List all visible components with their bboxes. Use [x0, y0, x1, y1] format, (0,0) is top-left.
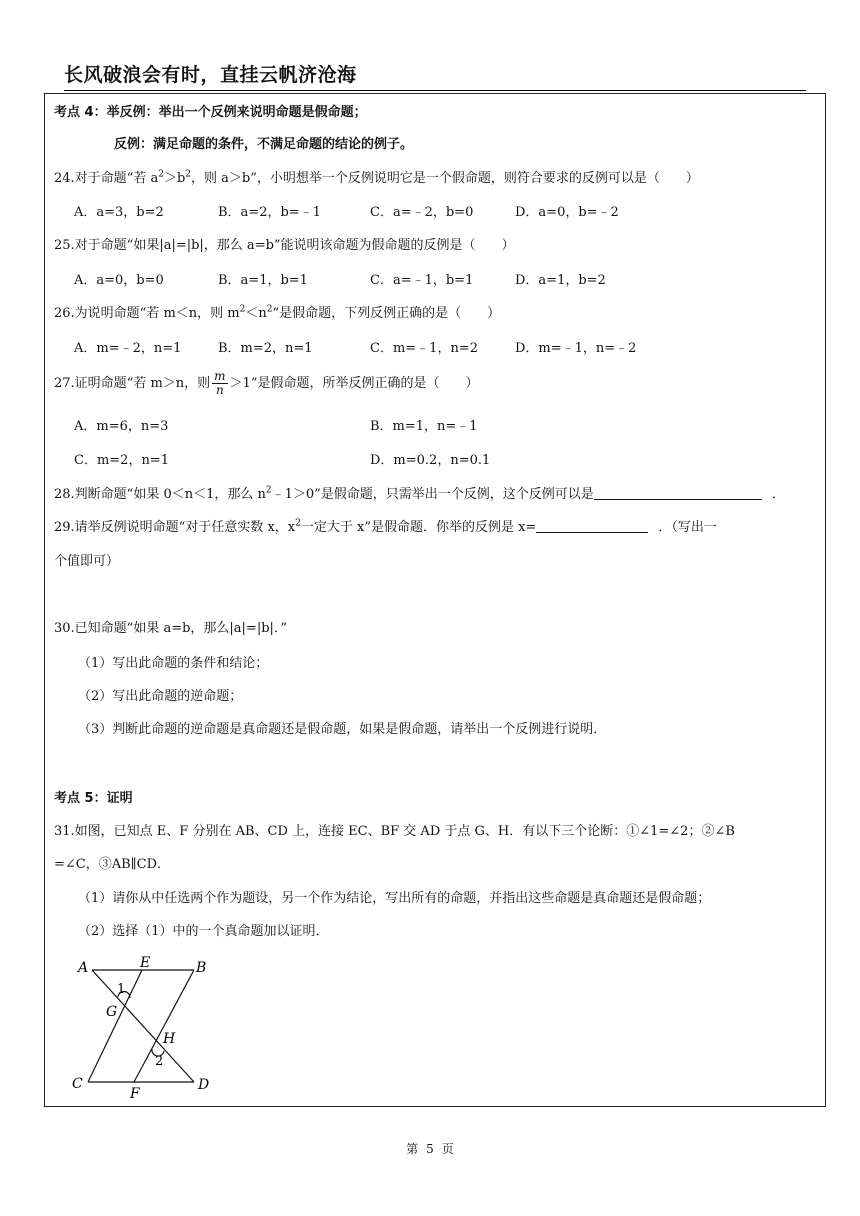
q26-option-b: B．m=2，n=1	[218, 341, 313, 356]
label-b: B	[196, 960, 207, 976]
q27-option-a: A．m=6，n=3	[74, 419, 169, 434]
q28-answer-blank[interactable]	[594, 485, 762, 500]
q30-part-3: （3）判断此命题的逆命题是真命题还是假命题，如果是假命题，请举出一个反例进行说明．	[78, 722, 607, 737]
question-28-stem: 28.判断命题“如果 0＜n＜1，那么 $n^2﹣1>0$”是假命题，只需举出一个反例，这个反例可以是 ．	[54, 485, 785, 502]
label-h: H	[163, 1031, 176, 1047]
q25-option-a: A．a=0，b=0	[74, 273, 164, 288]
q24-option-d: D．a=0，b=﹣2	[515, 205, 619, 220]
section5-title: 考点 5：证明	[54, 791, 133, 806]
question-24-stem: 24.对于命题“若 $a^2>b^2$，则 a＞b”，小明想举一个反例说明它是一个假命题，则符合要求的反例可以是（ ）	[54, 169, 699, 186]
label-d: D	[198, 1077, 210, 1093]
q31-part-1: （1）请你从中任选两个作为题设，另一个作为结论，写出所有的命题，并指出这些命题是真命题还是假命题；	[78, 891, 711, 906]
q25-option-b: B．a=1，b=1	[218, 273, 308, 288]
question-26-stem: 26.为说明命题“若 m＜n，则 $m^2<n^2$”是假命题，下列反例正确的是（ ）	[54, 304, 501, 321]
q26-option-d: D．m=﹣1，n=﹣2	[515, 341, 637, 356]
question-31-line2: =∠C，③AB∥CD．	[54, 857, 171, 872]
page-number: 5	[426, 1142, 434, 1156]
q25-option-c: C．a=﹣1，b=1	[370, 273, 474, 288]
question-29-line2: 个值即可）	[54, 554, 120, 569]
question-30-stem: 30.已知命题“如果 a=b，那么|a|=|b|．”	[54, 621, 288, 636]
label-f: F	[130, 1086, 140, 1102]
label-angle-2: 2	[155, 1054, 164, 1069]
segment-ec	[88, 970, 142, 1082]
geometry-figure	[70, 955, 230, 1103]
q27-option-d: D．m=0.2，n=0.1	[370, 453, 491, 468]
section4-subtitle: 反例：满足命题的条件，不满足命题的结论的例子。	[114, 137, 414, 152]
question-27-stem: 27.证明命题“若 m＞n，则 $\frac{m}{n}$ ＞1”是假命题，所举反例正确的是（ ）	[54, 369, 479, 397]
question-31-line1: 31.如图，已知点 E、F 分别在 AB、CD 上，连接 EC、BF 交 AD 于点 G、H．有以下三个论断：①∠1=∠2；②∠B	[54, 824, 735, 839]
q31-part-2: （2）选择（1）中的一个真命题加以证明．	[78, 924, 329, 939]
q27-option-c: C．m=2，n=1	[74, 453, 169, 468]
section4-title: 考点 4：举反例：举出一个反例来说明命题是假命题；	[54, 105, 367, 120]
q29-answer-blank[interactable]	[536, 518, 648, 533]
q27-option-b: B．m=1，n=﹣1	[370, 419, 478, 434]
question-29-stem: 29.请举反例说明命题“对于任意实数 x，$x^2$一定大于 x”是假命题．你举的反例是 x= ．（写出一	[54, 518, 717, 535]
q26-option-c: C．m=﹣1，n=2	[370, 341, 478, 356]
fraction-m-over-n: $\frac{m}{n}$	[214, 369, 226, 397]
q24-option-a: A．a=3，b=2	[74, 205, 164, 220]
q26-option-a: A．m=﹣2，n=1	[74, 341, 182, 356]
page-footer: 第 5 页	[406, 1142, 454, 1156]
label-g: G	[106, 1004, 118, 1020]
q24-option-b: B．a=2，b=﹣1	[218, 205, 321, 220]
q30-part-2: （2）写出此命题的逆命题；	[78, 689, 243, 704]
label-e: E	[140, 955, 151, 971]
question-25-stem: 25.对于命题“如果|a|=|b|，那么 a=b”能说明该命题为假命题的反例是（ ）	[54, 238, 515, 253]
label-angle-1: 1	[117, 982, 126, 997]
q30-part-1: （1）写出此命题的条件和结论；	[78, 656, 269, 671]
q25-option-d: D．a=1，b=2	[515, 273, 606, 288]
page-header: 长风破浪会有时，直挂云帆济沧海	[64, 62, 806, 91]
label-c: C	[72, 1076, 83, 1092]
q24-option-c: C．a=﹣2，b=0	[370, 205, 474, 220]
label-a: A	[78, 960, 89, 976]
